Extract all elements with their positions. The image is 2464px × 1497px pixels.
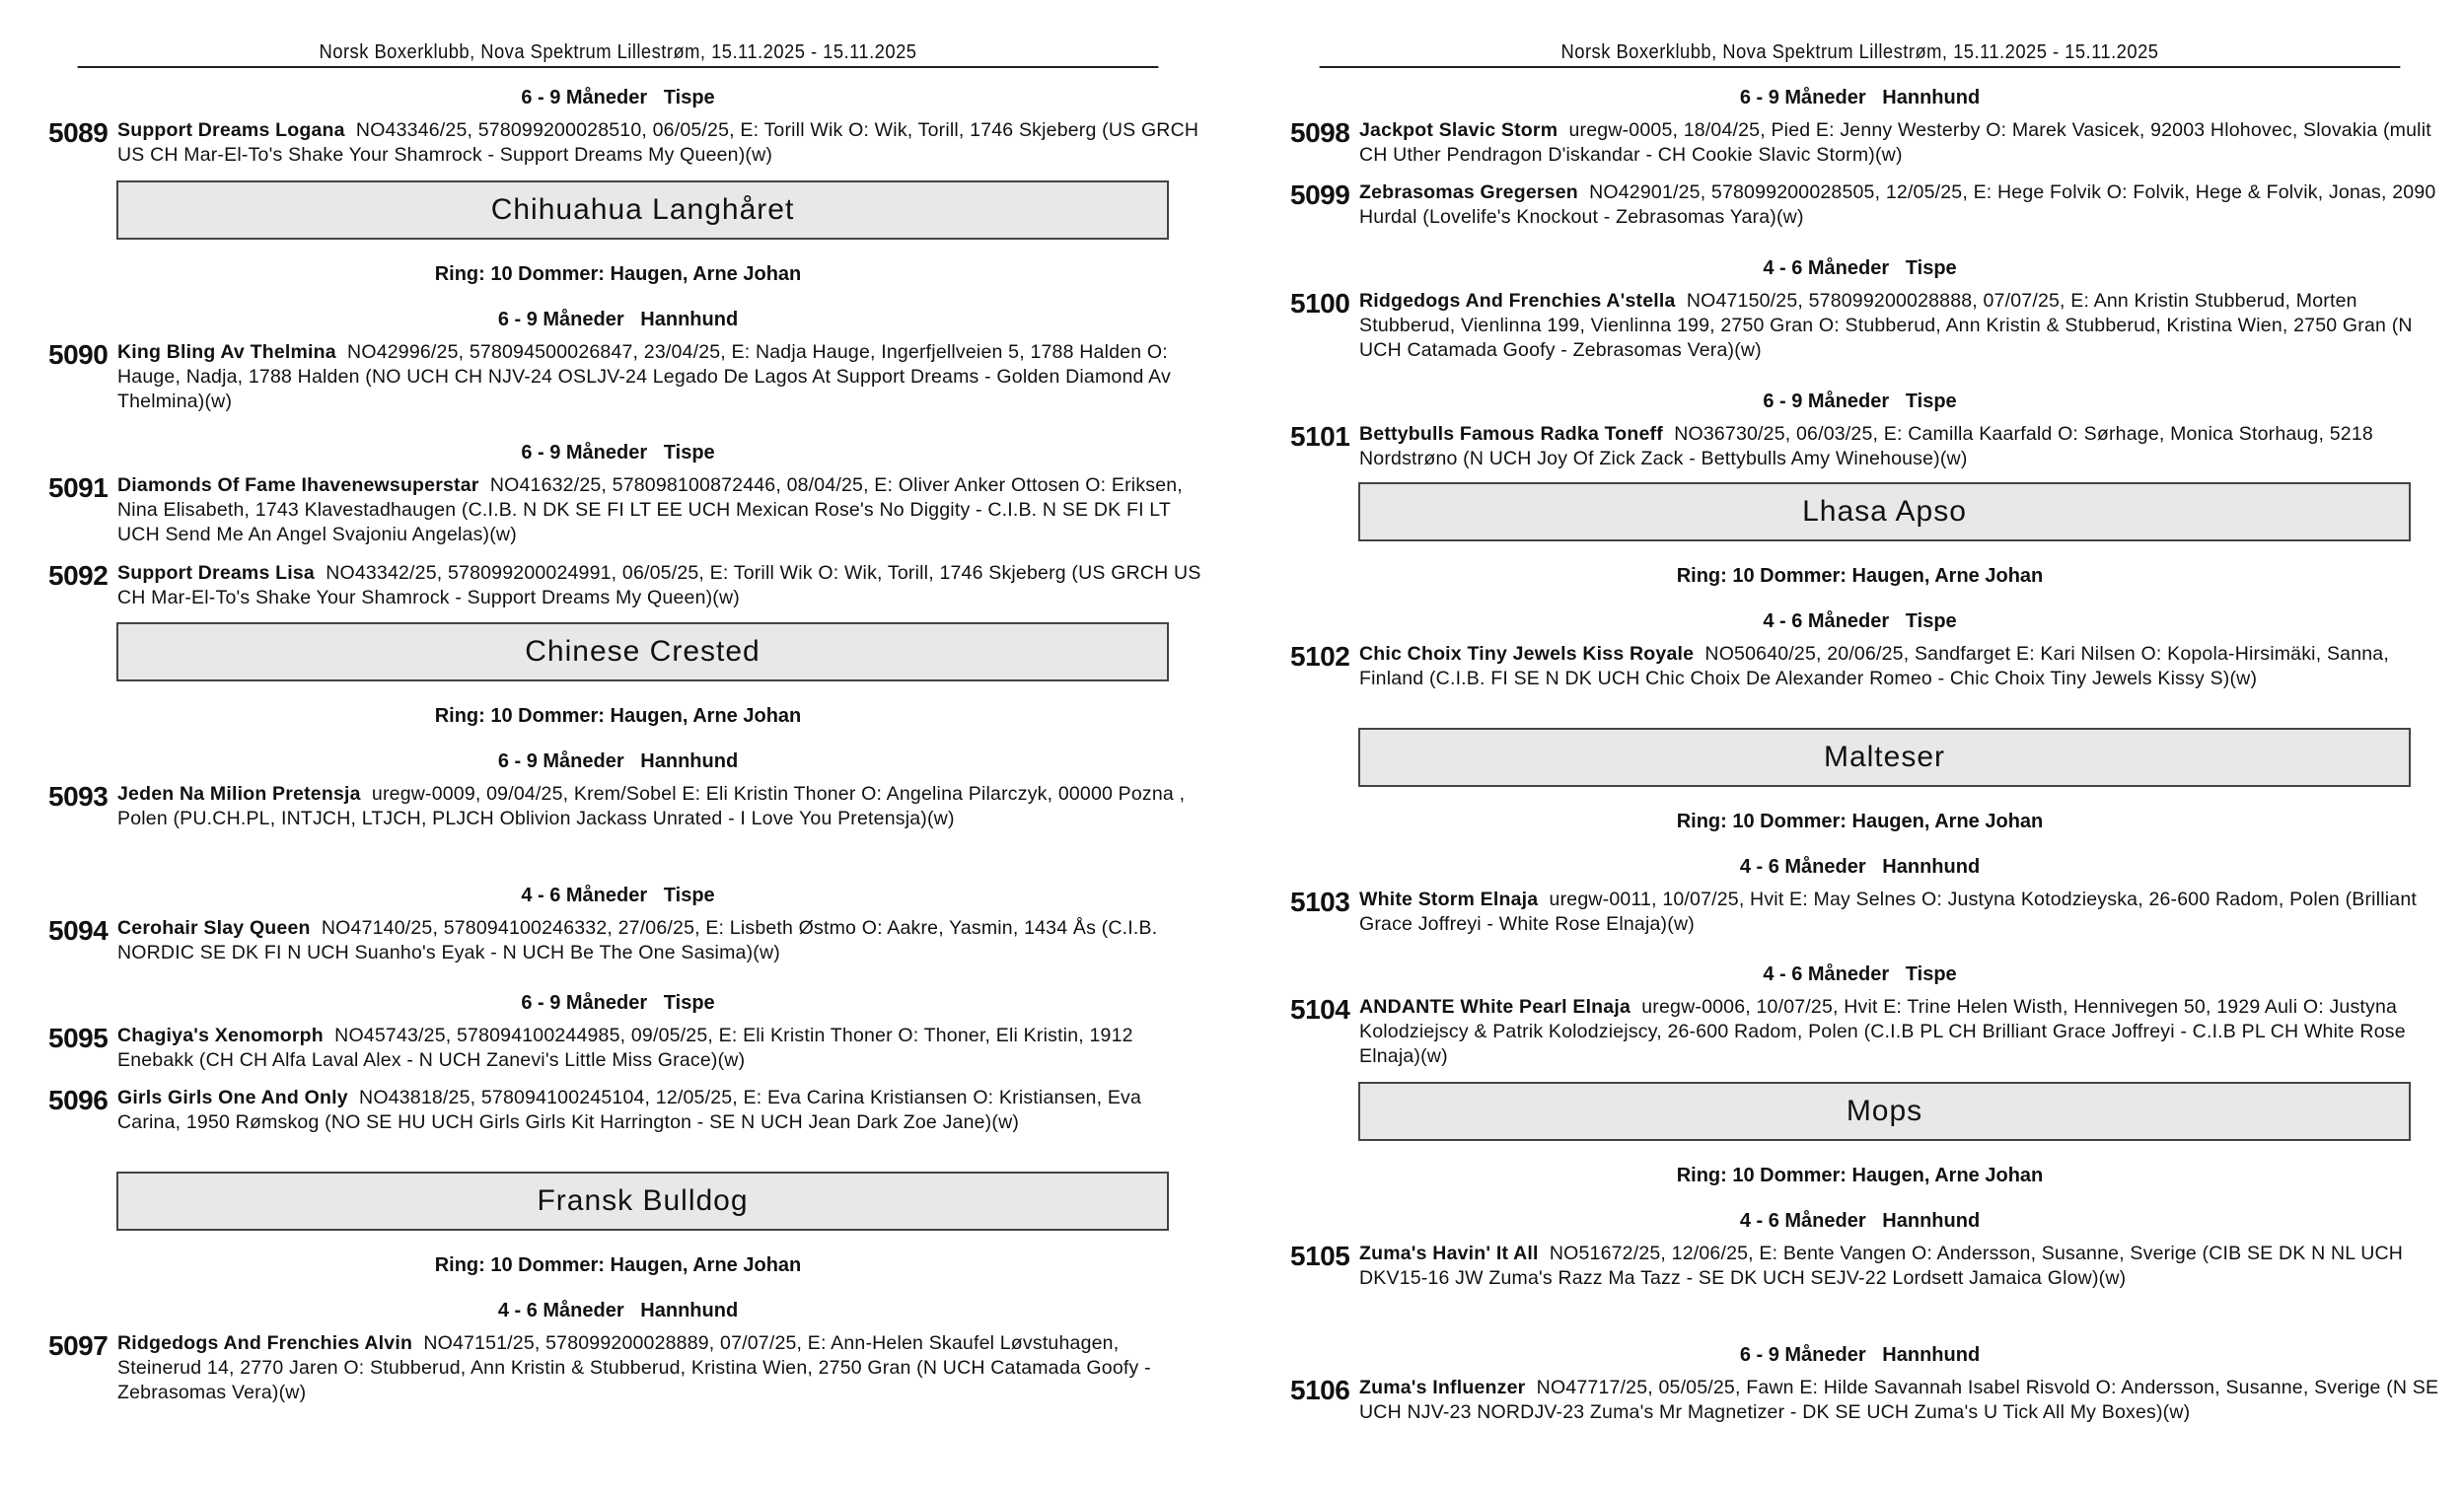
class-heading: 4 - 6 Måneder Hannhund [497, 1300, 739, 1321]
breed-heading: Mops [1358, 1082, 2411, 1141]
ring-info: Ring: 10 Dommer: Haugen, Arne Johan [1676, 565, 2044, 587]
class-heading: 6 - 9 Måneder Hannhund [497, 309, 739, 330]
dog-details: NO47150/25, 578099200028888, 07/07/25, E: Ann Kristin Stubberud, Morten Stubberud, Vienlinna 199, Vienlinna 199, 2750 Gran O: Stubberud, Ann Kristin & Stubberud, Kristina Wien, 2750 Gran (N UCH Catamada Goofy - Zebrasomas Vera)(w) [1359, 290, 2413, 361]
catalog-number: 5105 [1290, 1241, 1350, 1271]
class-heading: 6 - 9 Måneder Hannhund [497, 750, 739, 772]
catalog-number: 5092 [48, 560, 109, 591]
dog-details: NO42901/25, 578099200028505, 12/05/25, E: Hege Folvik O: Folvik, Hege & Folvik, Jonas, 2090 Hurdal (Lovelife's Knockout - Zebrasomas Yara)(w) [1359, 181, 2436, 228]
dog-name: Bettybulls Famous Radka Toneff [1359, 423, 1663, 445]
catalog-number: 5090 [48, 339, 109, 370]
catalog-number: 5099 [1290, 179, 1350, 210]
dog-details: NO43342/25, 578099200024991, 06/05/25, E: Torill Wik O: Wik, Torill, 1746 Skjeberg (US GRCH US CH Mar-El-To's Shake Your Shamrock - Support Dreams My Queen)(w) [117, 562, 1201, 608]
class-heading: 4 - 6 Måneder Tispe [1763, 257, 1957, 279]
entry-text [1359, 642, 2444, 691]
dog-details: NO43346/25, 578099200028510, 06/05/25, E: Torill Wik O: Wik, Torill, 1746 Skjeberg (US GRCH US CH Mar-El-To's Shake Your Shamrock - Support Dreams My Queen)(w) [117, 119, 1199, 166]
dog-details: NO45743/25, 578094100244985, 09/05/25, E: Eli Kristin Thoner O: Thoner, Eli Kristin, 1912 Enebakk (CH CH Alfa Laval Alex - N UCH Zanevi's Little Miss Grace)(w) [117, 1025, 1133, 1071]
breed-heading: Chinese Crested [116, 622, 1169, 681]
dog-name: ANDANTE White Pearl Elnaja [1359, 996, 1631, 1018]
dog-name: White Storm Elnaja [1359, 889, 1539, 910]
entry-text [117, 782, 1202, 831]
dog-name: Zuma's Havin' It All [1359, 1243, 1539, 1264]
dog-name: Chagiya's Xenomorph [117, 1025, 324, 1046]
dog-details: NO43818/25, 578094100245104, 12/05/25, E: Eva Carina Kristiansen O: Kristiansen, Eva Carina, 1950 Rømskog (NO SE HU UCH Girls Girls Kit Harrington - SE N UCH Jean Dark Zoe Jane)(w) [117, 1087, 1142, 1133]
breed-heading: Malteser [1358, 728, 2411, 787]
dog-details: uregw-0005, 18/04/25, Pied E: Jenny Westerby O: Marek Vasicek, 92003 Hlohovec, Slovakia (mulit CH Uther Pendragon D'iskandar - CH Cookie Slavic Storm)(w) [1359, 119, 2431, 166]
entry-text [1359, 995, 2444, 1069]
entry-text [1359, 1242, 2444, 1291]
dog-name: Girls Girls One And Only [117, 1087, 348, 1108]
dog-details: uregw-0011, 10/07/25, Hvit E: May Selnes O: Justyna Kotodzieyska, 26-600 Radom, Polen (Brilliant Grace Joffreyi - White Rose Elnaja)(w) [1359, 889, 2417, 935]
dog-name: Support Dreams Logana [117, 119, 345, 141]
dog-details: NO47151/25, 578099200028889, 07/07/25, E: Ann-Helen Skaufel Løvstuhagen, Steinerud 14, 2770 Jaren O: Stubberud, Ann Kristin & Stubberud, Kristina Wien, 2750 Gran (N UCH Catamada Goofy - Zebrasomas Vera)(w) [117, 1332, 1151, 1403]
dog-name: Diamonds Of Fame Ihavenewsuperstar [117, 474, 479, 496]
dog-name: Jackpot Slavic Storm [1359, 119, 1558, 141]
class-heading: 4 - 6 Måneder Hannhund [1739, 1210, 1981, 1232]
catalog-number: 5096 [48, 1085, 109, 1115]
entry-text [1359, 180, 2444, 230]
class-heading: 6 - 9 Måneder Tispe [521, 442, 715, 463]
ring-info: Ring: 10 Dommer: Haugen, Arne Johan [434, 705, 802, 727]
entry-text [1359, 888, 2444, 937]
catalog-number: 5097 [48, 1330, 109, 1361]
class-heading: 6 - 9 Måneder Tispe [521, 992, 715, 1014]
catalog-number: 5098 [1290, 117, 1350, 148]
dog-name: King Bling Av Thelmina [117, 341, 336, 363]
dog-details: NO50640/25, 20/06/25, Sandfarget E: Kari Nilsen O: Kopola-Hirsimäki, Sanna, Finland (C.I.B. FI SE N DK UCH Chic Choix De Alexander Romeo - Chic Choix Tiny Jewels Kissy S)(w) [1359, 643, 2389, 689]
class-heading: 6 - 9 Måneder Hannhund [1739, 87, 1981, 108]
entry-text [117, 561, 1202, 610]
entry-text [117, 1331, 1202, 1405]
dog-name: Zebrasomas Gregersen [1359, 181, 1578, 203]
dog-name: Jeden Na Milion Pretensja [117, 783, 361, 805]
ring-info: Ring: 10 Dommer: Haugen, Arne Johan [1676, 1165, 2044, 1186]
catalog-number: 5102 [1290, 641, 1350, 672]
page-header: Norsk Boxerklubb, Nova Spektrum Lillestrøm, 15.11.2025 - 15.11.2025 [78, 39, 1159, 68]
catalog-number: 5091 [48, 472, 109, 503]
catalog-number: 5089 [48, 117, 109, 148]
catalog-number: 5103 [1290, 887, 1350, 917]
breed-heading: Lhasa Apso [1358, 482, 2411, 541]
dog-details: uregw-0006, 10/07/25, Hvit E: Trine Helen Wisth, Hennivegen 50, 1929 Auli O: Justyna Kolodziejscy & Patrik Kolodziejscy, 26-600 Radom, Polen (C.I.B PL CH Brilliant Grace Joffreyi - C.I.B PL CH White Rose Elnaja)(w) [1359, 996, 2406, 1067]
breed-heading: Fransk Bulldog [116, 1172, 1169, 1231]
dog-name: Chic Choix Tiny Jewels Kiss Royale [1359, 643, 1695, 665]
catalog-number: 5101 [1290, 421, 1350, 452]
breed-heading: Chihuahua Langhåret [116, 180, 1169, 240]
catalog-number: 5104 [1290, 994, 1350, 1025]
dog-details: NO47717/25, 05/05/25, Fawn E: Hilde Savannah Isabel Risvold O: Andersson, Susanne, Sverige (N SE UCH NJV-23 NORDJV-23 Zuma's Mr Magnetizer - DK SE UCH Zuma's U Tick All My Boxes)(w) [1359, 1377, 2439, 1423]
dog-details: uregw-0009, 09/04/25, Krem/Sobel E: Eli Kristin Thoner O: Angelina Pilarczyk, 00000 Pozna , Polen (PU.CH.PL, INTJCH, LTJCH, PLJCH Oblivion Jackass Unrated - I Love You Pretensja)(w) [117, 783, 1186, 829]
dog-name: Support Dreams Lisa [117, 562, 315, 584]
entry-text [1359, 289, 2444, 363]
class-heading: 6 - 9 Måneder Tispe [521, 87, 715, 108]
class-heading: 4 - 6 Måneder Tispe [1763, 610, 1957, 632]
dog-details: NO36730/25, 06/03/25, E: Camilla Kaarfald O: Sørhage, Monica Storhaug, 5218 Nordstrøno (N UCH Joy Of Zick Zack - Bettybulls Amy Winehouse)(w) [1359, 423, 2373, 469]
dog-details: NO42996/25, 578094500026847, 23/04/25, E: Nadja Hauge, Ingerfjellveien 5, 1788 Halden O: Hauge, Nadja, 1788 Halden (NO UCH CH NJV-24 OSLJV-24 Legado De Lagos At Support Dreams - Golden Diamond Av Thelmina)(w) [117, 341, 1171, 412]
dog-name: Cerohair Slay Queen [117, 917, 311, 939]
entry-text [1359, 422, 2444, 471]
entry-text [117, 1086, 1202, 1135]
class-heading: 6 - 9 Måneder Hannhund [1739, 1344, 1981, 1366]
class-heading: 4 - 6 Måneder Tispe [1763, 963, 1957, 985]
ring-info: Ring: 10 Dommer: Haugen, Arne Johan [434, 263, 802, 285]
dog-name: Ridgedogs And Frenchies A'stella [1359, 290, 1676, 312]
entry-text [117, 1024, 1202, 1073]
ring-info: Ring: 10 Dommer: Haugen, Arne Johan [1676, 811, 2044, 832]
dog-details: NO47140/25, 578094100246332, 27/06/25, E: Lisbeth Østmo O: Aakre, Yasmin, 1434 Ås (C.I.B. NORDIC SE DK FI N UCH Suanho's Eyak - N UCH Be The One Sasima)(w) [117, 917, 1158, 963]
catalog-number: 5094 [48, 915, 109, 946]
entry-text [117, 340, 1202, 414]
catalog-number: 5100 [1290, 288, 1350, 319]
entry-text [1359, 1376, 2444, 1425]
dog-name: Ridgedogs And Frenchies Alvin [117, 1332, 413, 1354]
catalog-number: 5095 [48, 1023, 109, 1053]
catalog-number: 5106 [1290, 1375, 1350, 1405]
dog-details: NO41632/25, 578098100872446, 08/04/25, E: Oliver Anker Ottosen O: Eriksen, Nina Elisabeth, 1743 Klavestadhaugen (C.I.B. N DK SE FI LT EE UCH Mexican Rose's No Diggity - C.I.B. N SE DK FI LT UCH Send Me An Angel Svajoniu Angelas)(w) [117, 474, 1183, 545]
entry-text [117, 473, 1202, 547]
entry-text [1359, 118, 2444, 168]
entry-text [117, 916, 1202, 965]
class-heading: 4 - 6 Måneder Hannhund [1739, 856, 1981, 878]
class-heading: 6 - 9 Måneder Tispe [1763, 391, 1957, 412]
entry-text [117, 118, 1202, 168]
catalog-number: 5093 [48, 781, 109, 812]
ring-info: Ring: 10 Dommer: Haugen, Arne Johan [434, 1254, 802, 1276]
dog-name: Zuma's Influenzer [1359, 1377, 1526, 1398]
class-heading: 4 - 6 Måneder Tispe [521, 885, 715, 906]
dog-details: NO51672/25, 12/06/25, E: Bente Vangen O: Andersson, Susanne, Sverige (CIB SE DK N NL UCH DKV15-16 JW Zuma's Razz Ma Tazz - SE DK UCH SEJV-22 Lordsett Jamaica Glow)(w) [1359, 1243, 2404, 1289]
page-header: Norsk Boxerklubb, Nova Spektrum Lillestrøm, 15.11.2025 - 15.11.2025 [1320, 39, 2401, 68]
